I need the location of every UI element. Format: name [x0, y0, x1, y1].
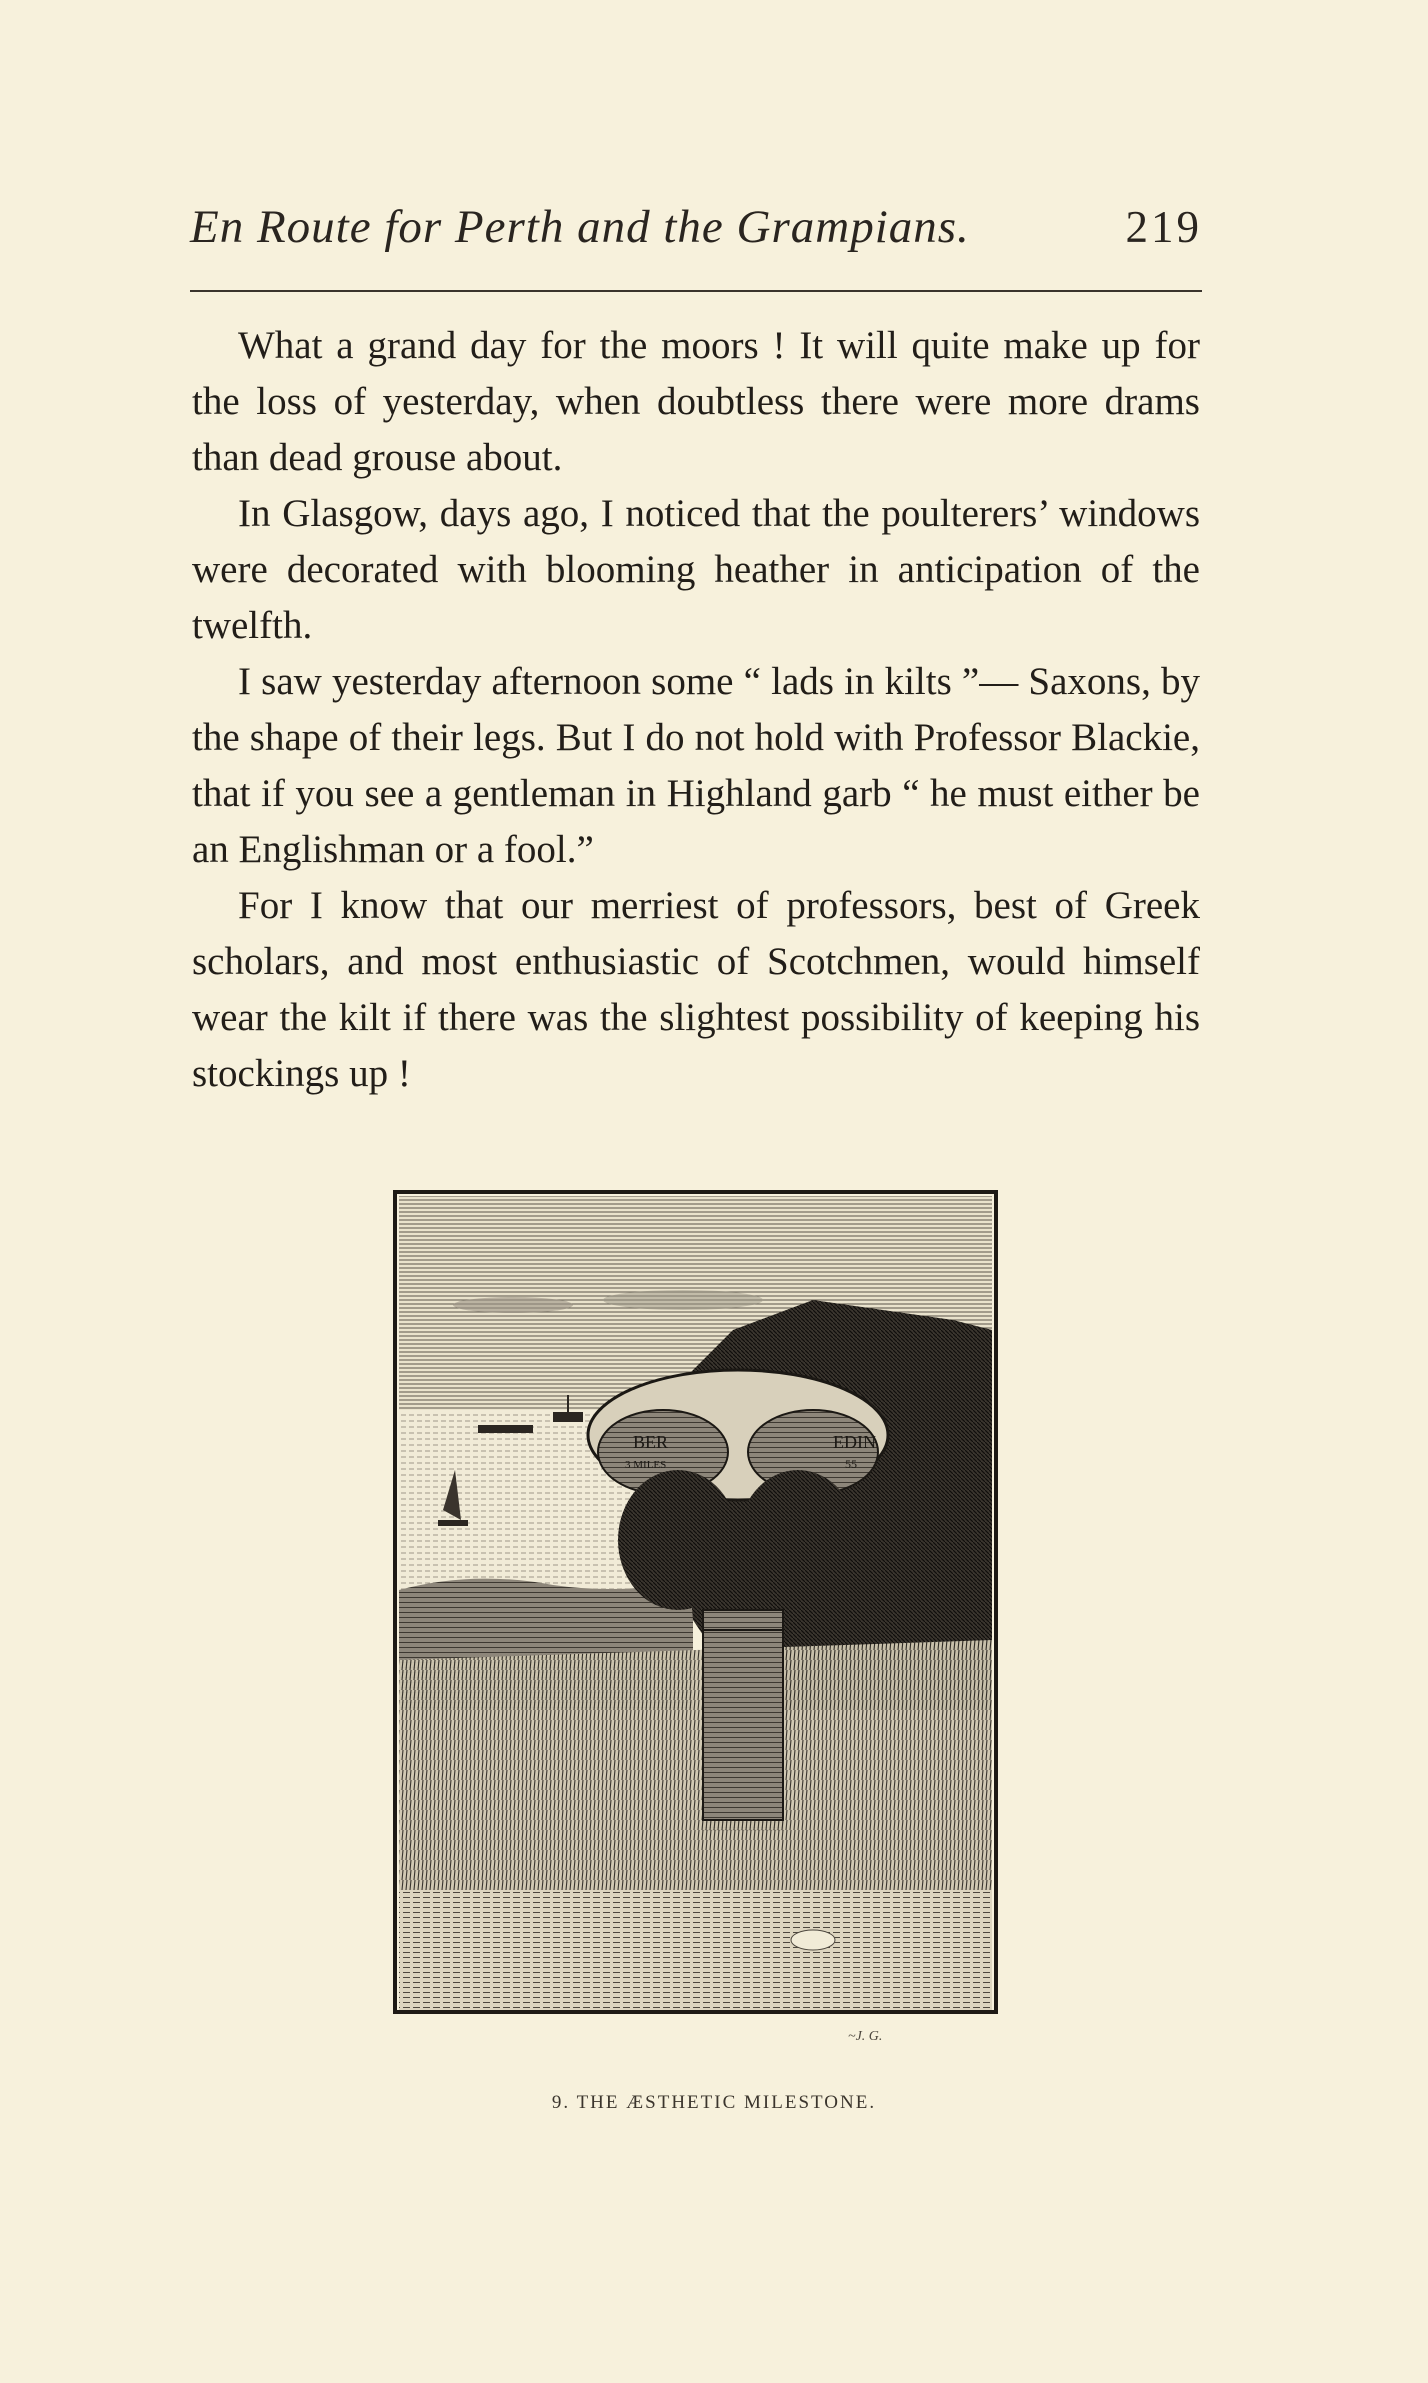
header-rule	[190, 290, 1202, 292]
milestone-sublabel-right: 55	[845, 1457, 857, 1471]
milestone-sublabel-left: 3 MILES	[625, 1459, 667, 1471]
milestone-bulb-right	[738, 1470, 858, 1610]
paragraph-2: In Glasgow, days ago, I noticed that the poulterers’ windows were decorated with blooming heather in anticipation of the twelfth.	[192, 492, 1200, 647]
page-number: 219	[1125, 202, 1202, 252]
running-header	[190, 200, 1202, 270]
engraving-illustration	[393, 1190, 998, 2090]
foreground	[399, 1890, 992, 2010]
milestone-bulb-left	[618, 1470, 738, 1610]
milestone-engraving	[393, 1190, 998, 2090]
paragraph-1: What a grand day for the moors ! It will quite make up for the loss of yesterday, when doubtless there were more drams than dead grouse about.	[192, 324, 1200, 479]
paragraph-3: I saw yesterday afternoon some “ lads in kilts ”— Saxons, by the shape of their legs. But I do not hold with Professor Blackie, that if you see a gentleman in Highland garb “ he must either be an Englishman or a fool.”	[192, 660, 1200, 871]
running-title: En Route for Perth and the Grampians.	[190, 201, 970, 253]
milestone-label-right: EDIN	[833, 1432, 876, 1452]
milestone-label-left: BER	[633, 1432, 669, 1452]
figure-caption: 9. THE ÆSTHETIC MILESTONE.	[551, 2092, 877, 2113]
body-text	[192, 318, 1200, 1102]
paragraph-4: For I know that our merriest of professors, best of Greek scholars, and most enthusiastic of Scotchmen, would himself wear the kilt if there was the slightest possibility of keeping his stockings up !	[192, 884, 1200, 1095]
grass	[399, 1640, 992, 1910]
svg-text:~J. G.: ~J. G.	[848, 2029, 883, 2044]
